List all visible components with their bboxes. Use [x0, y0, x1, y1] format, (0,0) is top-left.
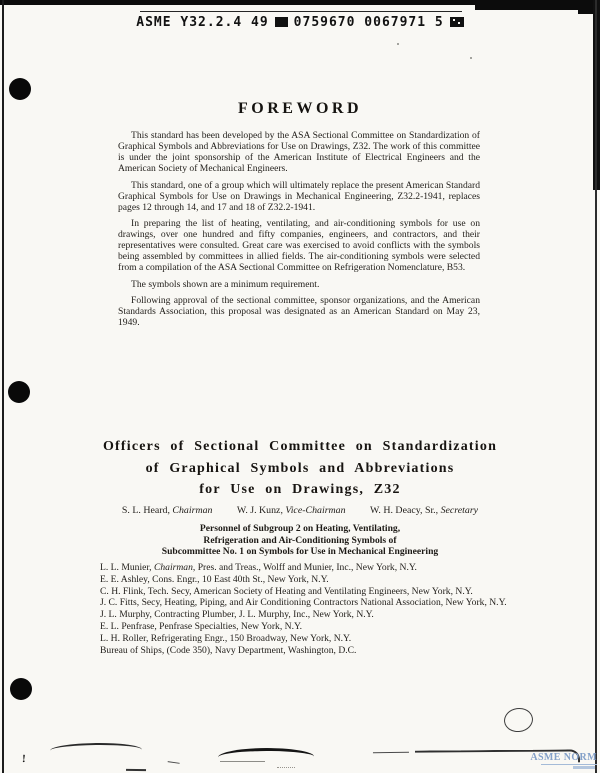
- standard-number: ASME Y32.2.4 49: [136, 15, 269, 30]
- officer-name: W. H. Deacy, Sr.,: [370, 505, 439, 516]
- subgroup-title: [0, 523, 600, 558]
- scan-artifact-line: [220, 761, 265, 764]
- foreword-paragraph: This standard, one of a group which will ultimately replace the present American Standard Graphical Symbols for Use on Drawings in Mechanical Engineering, Z32.2-1941, replaces pages 12 through 14, and 17 and 18 of Z32.2-1941.: [118, 179, 480, 213]
- scan-artifact-line: [373, 752, 409, 757]
- officer-secretary: [370, 505, 478, 516]
- catalog-number: 0759670 0067971 5: [293, 15, 444, 30]
- binder-hole-bottom: [10, 678, 32, 700]
- dotted-square-icon: [450, 17, 464, 27]
- officers-row: [0, 505, 600, 516]
- binder-hole-middle: [8, 381, 30, 403]
- scan-artifact-line: [50, 743, 142, 752]
- solid-square-icon: [275, 17, 288, 27]
- officer-name: S. L. Heard,: [121, 505, 170, 516]
- foreword-paragraph: The symbols shown are a minimum requirement.: [131, 278, 320, 290]
- scan-artifact-line: [218, 747, 314, 758]
- officer-name: W. J. Kunz,: [236, 505, 283, 516]
- handwritten-circle-mark: [502, 706, 534, 734]
- officer-vice-chairman: [237, 505, 346, 516]
- personnel-item: L. H. Roller, Refrigerating Engr., 150 Broadway, New York, N.Y.: [100, 632, 352, 644]
- officer-title: Vice-Chairman: [285, 505, 346, 516]
- pen-mark-exclamation: !: [21, 752, 26, 766]
- stamp-text: ASME NORM: [530, 752, 597, 763]
- scan-artifact-line: [126, 769, 146, 773]
- personnel-item: J. C. Fitts, Secy, Heating, Piping, and Air Conditioning Contractors National Association, New York, N.Y.: [100, 597, 507, 609]
- officer-title: Chairman: [172, 505, 213, 516]
- officers-title-line: of Graphical Symbols and Abbreviations: [145, 460, 455, 476]
- subgroup-title-line: Refrigeration and Air-Conditioning Symbols of: [203, 534, 397, 546]
- foreword-body: [118, 130, 480, 334]
- stamp-rule: [541, 764, 597, 765]
- binder-hole-top: [9, 78, 31, 100]
- personnel-list: [100, 562, 512, 656]
- asme-norm-stamp: [527, 753, 597, 769]
- officer-chairman: [122, 505, 213, 516]
- document-id-header: [0, 15, 600, 30]
- personnel-item: C. H. Flink, Tech. Secy, American Society of Heating and Ventilating Engineers, New York, N.Y.: [100, 585, 473, 597]
- personnel-item: L. L. Munier, Chairman, Pres. and Treas., Wolff and Munier, Inc., New York, N.Y.: [100, 562, 417, 573]
- personnel-item: E. L. Penfrase, Penfrase Specialties, New York, N.Y.: [100, 620, 303, 632]
- officers-title-line: for Use on Drawings, Z32: [199, 482, 401, 497]
- personnel-item: Bureau of Ships, (Code 350), Navy Department, Washington, D.C.: [100, 644, 357, 656]
- officers-title-line: Officers of Sectional Committee on Standardization: [102, 439, 498, 454]
- scan-speck: [397, 43, 399, 45]
- scan-speck: [470, 57, 472, 59]
- subgroup-title-line: Personnel of Subgroup 2 on Heating, Ventilating,: [199, 523, 401, 534]
- foreword-paragraph: In preparing the list of heating, ventilating, and air-conditioning symbols for use on drawings, over one hundred and fifty companies, engineers, and contractors, and their representatives were consulted. Great care was exercised to avoid conflicts with the symbols being assembled by committees in allied fields. The air-conditioning symbols were selected from a compilation of the ASA Sectional Committee on Refrigeration Nomenclature, B53.: [118, 218, 480, 273]
- header-rule: [140, 11, 462, 12]
- stamp-subline: [573, 766, 595, 769]
- officers-section-title: [0, 436, 600, 501]
- foreword-paragraph: This standard has been developed by the ASA Sectional Committee on Standardization of Graphical Symbols and Abbreviations for Use on Drawings, Z32. The work of this committee is under the joint sponsorship of the American Institute of Electrical Engineers and the American Society of Mechanical Engineers.: [118, 130, 480, 174]
- foreword-title: FOREWORD: [238, 100, 362, 117]
- personnel-item: E. E. Ashley, Cons. Engr., 10 East 40th St., New York, N.Y.: [100, 573, 329, 585]
- personnel-item: J. L. Murphy, Contracting Plumber, J. L. Murphy, Inc., New York, N.Y.: [100, 609, 374, 621]
- scan-artifact-tick: [168, 756, 181, 764]
- officer-title: Secretary: [440, 505, 479, 516]
- subgroup-title-line: Subcommittee No. 1 on Symbols for Use in Mechanical Engineering: [161, 546, 439, 557]
- scan-artifact-dots: [277, 767, 295, 770]
- foreword-paragraph: Following approval of the sectional committee, sponsor organizations, and the American Standards Association, this proposal was designated as an American Standard on May 23, 1949.: [118, 295, 480, 328]
